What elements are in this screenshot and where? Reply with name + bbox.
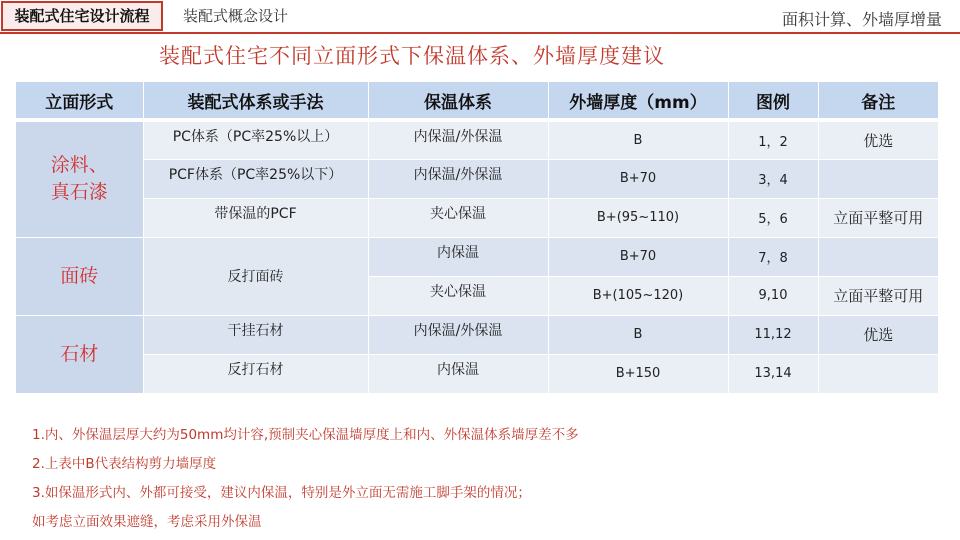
category-cell: [16, 237, 143, 315]
note-cell: 优选: [818, 120, 938, 159]
category-cell: [16, 120, 143, 237]
table-row: [16, 237, 938, 276]
system-cell: 反打面砖: [143, 237, 368, 315]
legend-cell: 9,10: [728, 276, 818, 315]
thickness-cell: B+(95~110): [548, 198, 728, 237]
note-cell: [818, 159, 938, 198]
header-note: 备注: [818, 82, 938, 120]
system-cell: 带保温的PCF: [143, 198, 368, 237]
note-cell: 立面平整可用: [818, 276, 938, 315]
insulation-cell: 内保温: [368, 237, 548, 276]
thickness-cell: B+70: [548, 237, 728, 276]
category-label: 石材: [60, 342, 99, 365]
insulation-cell: 夹心保温: [368, 276, 548, 315]
legend-cell: 5，6: [728, 198, 818, 237]
insulation-cell: 内保温/外保温: [368, 159, 548, 198]
system-cell: PC体系（PC率25%以上）: [143, 120, 368, 159]
category-cell: [16, 315, 143, 393]
header-insulation: 保温体系: [368, 82, 548, 120]
table-row: [16, 315, 938, 354]
system-cell: 干挂石材: [143, 315, 368, 354]
header-subtitle: 装配式概念设计: [183, 7, 289, 25]
section-tab[interactable]: 装配式住宅设计流程: [1, 1, 163, 31]
table-row: [16, 354, 938, 393]
header-thickness: 外墙厚度（mm）: [548, 82, 728, 120]
insulation-cell: 内保温/外保温: [368, 120, 548, 159]
note-line: 2.上表中B代表结构剪力墙厚度: [32, 456, 217, 472]
header-system: 装配式体系或手法: [143, 82, 368, 120]
header-facade: 立面形式: [16, 82, 143, 120]
note-line: 3.如保温形式内、外都可接受，建议内保温，特别是外立面无需施工脚手架的情况；: [32, 485, 531, 501]
table-header-row: [16, 82, 938, 120]
legend-cell: 1，2: [728, 120, 818, 159]
notes-block: [32, 421, 932, 537]
category-label: 面砖: [60, 264, 99, 287]
legend-cell: 7，8: [728, 237, 818, 276]
insulation-cell: 内保温/外保温: [368, 315, 548, 354]
note-cell: 立面平整可用: [818, 198, 938, 237]
header-right-title: 面积计算、外墙厚增量: [781, 10, 942, 29]
recommendation-table: [16, 82, 938, 394]
note-line: 如考虑立面效果遮缝，考虑采用外保温: [32, 514, 262, 530]
insulation-cell: 夹心保温: [368, 198, 548, 237]
legend-cell: 11,12: [728, 315, 818, 354]
legend-cell: 3，4: [728, 159, 818, 198]
table-row: [16, 198, 938, 237]
header-divider: [0, 32, 960, 34]
thickness-cell: B: [548, 120, 728, 159]
legend-cell: 13,14: [728, 354, 818, 393]
insulation-cell: 内保温: [368, 354, 548, 393]
header-legend: 图例: [728, 82, 818, 120]
header-bar: [0, 0, 960, 34]
category-label: 涂料、 真石漆: [50, 154, 108, 204]
table-row: [16, 120, 938, 159]
page-title: 装配式住宅不同立面形式下保温体系、外墙厚度建议: [159, 44, 665, 68]
thickness-cell: B: [548, 315, 728, 354]
table-row: [16, 159, 938, 198]
system-cell: PCF体系（PC率25%以下）: [143, 159, 368, 198]
note-cell: [818, 237, 938, 276]
thickness-cell: B+(105~120): [548, 276, 728, 315]
note-cell: [818, 354, 938, 393]
system-cell: 反打石材: [143, 354, 368, 393]
thickness-cell: B+150: [548, 354, 728, 393]
thickness-cell: B+70: [548, 159, 728, 198]
note-cell: 优选: [818, 315, 938, 354]
note-line: 1.内、外保温层厚大约为50mm均计容,预制夹心保温墙厚度上和内、外保温体系墙厚差不多: [32, 427, 579, 443]
